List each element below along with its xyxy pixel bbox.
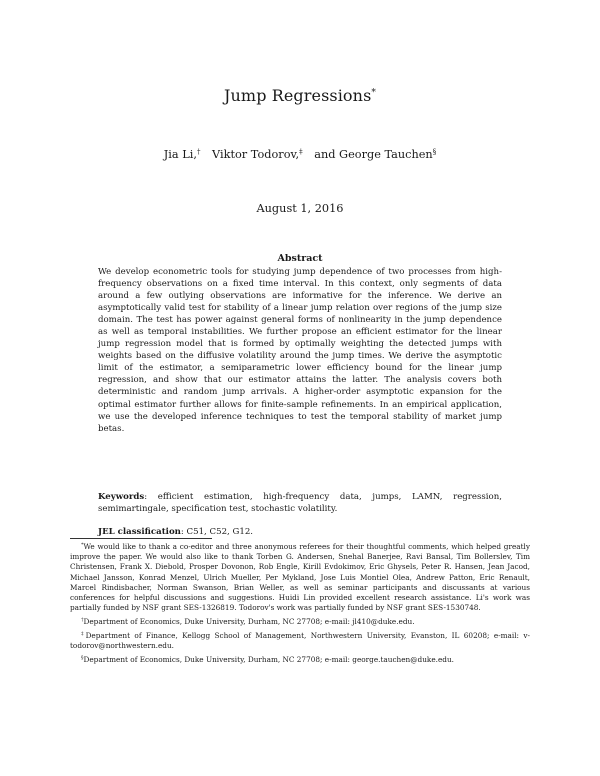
footnote-rule [70,538,212,539]
title-text: Jump Regressions [224,86,372,105]
keywords [98,491,502,515]
footnote-acknowledgments [70,540,530,613]
footnote-todorov [70,629,530,651]
footnote-text: We would like to thank a co-editor and three anonymous referees for their thoughtful comments, which helped greatly improve the paper. We would also like to thank Torben G. Andersen, Snehal Banerjee, Ravi Bansal, Tim Bollerslev, Tim Christensen, Frank X. Diebold, Prosper Dovonon, Rob Engle, Kirill Evdokimov, Eric Ghysels, Peter R. Hansen, Jean Jacod, Michael Jansson, Konrad Menzel, Ulrich Mueller, Per Mykland, Jose Luis Montiel Olea, Andrew Patton, Eric Renault, Marcel Rindisbacher, Norman Swanson, Brian Weller, as well as seminar participants and discussants at various conferences for helpful discussions and suggestions. Huidi Lin provided excellent research assistance. Li's work was partially funded by NSF grant SES-1326819. Todorov's work was partially funded by NSF grant SES-1530748. [70,542,530,613]
author-name: and George Tauchen [314,148,433,161]
author-name: Jia Li, [163,148,197,161]
footnote-mark: ‡ [81,630,86,637]
author-footnote-mark: § [432,148,437,156]
author-name: Viktor Todorov, [212,148,300,161]
keywords-label: Keywords [98,492,145,502]
footnote-text: Department of Economics, Duke University, Durham, NC 27708; e-mail: jl410@duke.edu. [83,616,415,626]
abstract-text: We develop econometric tools for studying jump dependence of two processes from high-frequency observations on a fixed time interval. In this context, only segments of data around a few outlying observations are informative for the inference. We derive an asymptotically valid test for stability of a linear jump relation over regions of the jump size domain. The test has power against general forms of nonlinearity in the jump dependence as well as temporal instabilities. We further propose an efficient estimator for the linear jump regression model that is formed by optimally weighting the detected jumps with weights based on the diffusive volatility around the jump times. We derive the asymptotic limit of the estimator, a semiparametric lower efficiency bound for the linear jump regression, and show that our estimator attains the latter. The analysis covers both deterministic and random jump arrivals. A higher-order asymptotic expansion for the optimal estimator further allows for finite-sample refinements. In an empirical application, we use the developed inference techniques to test the temporal stability of market jump betas. [98,267,502,434]
footnote-text: Department of Economics, Duke University, Durham, NC 27708; e-mail: george.tauchen@duke.edu. [83,654,454,664]
author-list [0,148,600,161]
paper-title [0,86,600,105]
footnote-mark: § [81,654,84,661]
paper-date: August 1, 2016 [256,202,344,215]
abstract-heading: Abstract [277,253,323,264]
jel-classification [98,526,502,538]
author-li [164,148,201,161]
author-footnote-mark: † [196,148,201,156]
footnote-mark: * [81,542,84,548]
keywords-text: : efficient estimation, high-frequency data, jumps, LAMN, regression, semimartingale, specification test, stochastic volatility. [98,492,502,515]
author-footnote-mark: ‡ [299,148,303,156]
jel-label: JEL classification [98,527,181,537]
footnote-text: Department of Finance, Kellogg School of Management, Northwestern University, Evanston, IL 60208; e-mail: v-todorov@northwestern.edu. [70,630,530,650]
footnote-tauchen [70,653,530,665]
author-todorov [212,148,303,161]
jel-text: : C51, C52, G12. [180,527,254,537]
footnote-li [70,615,530,627]
author-tauchen [314,148,436,161]
footnote-mark: † [81,616,84,623]
footnotes [70,540,530,666]
title-footnote-mark: * [371,88,376,98]
